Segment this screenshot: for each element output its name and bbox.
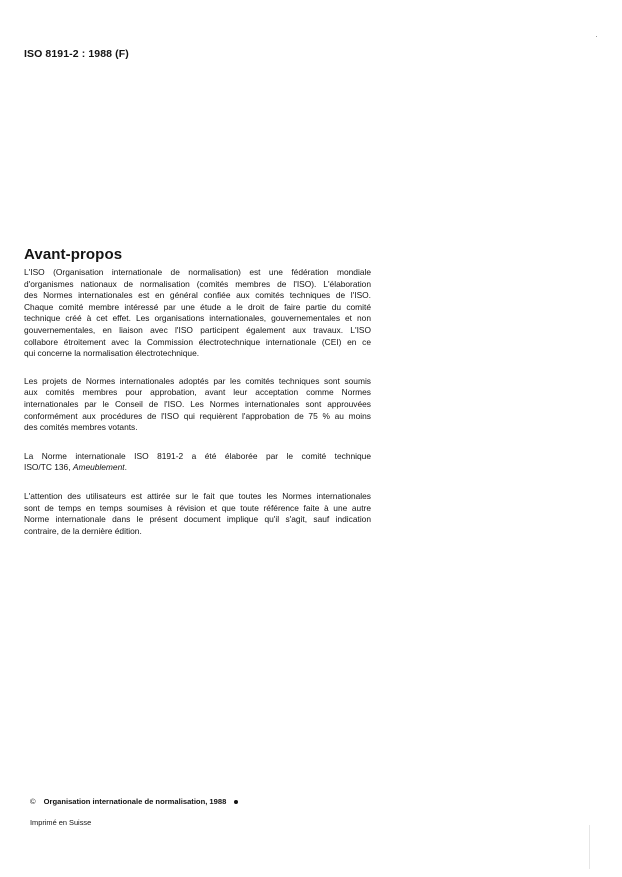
paragraph-approval-process [24, 376, 371, 434]
copyright-icon: © [30, 797, 36, 806]
text-line: contraire, de la dernière édition. [24, 525, 142, 536]
paragraph-iso-description [24, 267, 371, 360]
document-id: ISO 8191-2 : 1988 (F) [24, 48, 129, 60]
copyright-line [30, 797, 238, 806]
text-line: aux comités membres pour approbation, avant leur acceptation comme Normes [24, 387, 371, 398]
text-line: sont de temps en temps soumises à révision et que toute référence faite à une autre [24, 502, 371, 513]
printed-in: Imprimé en Suisse [30, 818, 92, 827]
committee-ref: ISO/TC 136, [24, 462, 73, 473]
copyright-text: Organisation internationale de normalisation, 1988 [43, 797, 227, 806]
text-line: L'ISO (Organisation internationale de normalisation) est une fédération mondiale [24, 267, 371, 277]
text-line: des Normes internationales est en général confiée aux comités techniques de l'ISO. [24, 290, 371, 301]
scan-speck [596, 36, 597, 37]
page-title: Avant-propos [24, 246, 123, 263]
bullet-dot-icon [234, 800, 238, 804]
text-line: internationales par le Conseil de l'ISO. Les Normes internationales sont approuvées [24, 398, 371, 409]
paragraph-committee [24, 451, 371, 474]
text-line: gouvernementales, en liaison avec l'ISO participent également aux travaux. L'ISO [24, 324, 371, 335]
text-line: Chaque comité membre intéressé par une étude a le droit de faire partie du comité [24, 301, 371, 312]
period: . [124, 462, 127, 473]
text-line: L'attention des utilisateurs est attirée sur le fait que toutes les Normes internationales [24, 490, 371, 501]
paragraph-revision-notice [24, 491, 371, 537]
foreword-body [24, 267, 371, 553]
scan-edge-mark [589, 825, 590, 869]
text-line [24, 462, 371, 474]
text-line: conformément aux procédures de l'ISO qui requièrent l'approbation de 75 % au moins [24, 410, 371, 421]
text-line: Les projets de Normes internationales adoptés par les comités techniques sont soumis [24, 375, 371, 386]
text-line: collabore étroitement avec la Commission électrotechnique internationale (CEI) en ce [24, 336, 371, 347]
committee-name: Ameublement [72, 462, 125, 473]
text-line: Norme internationale dans le présent document implique qu'il s'agit, sauf indication [24, 514, 371, 525]
text-line: La Norme internationale ISO 8191-2 a été élaborée par le comité technique [24, 450, 371, 461]
text-line: d'organismes nationaux de normalisation (comités membres de l'ISO). L'élaboration [24, 278, 371, 289]
text-line: qui concerne la normalisation électrotechnique. [24, 348, 200, 359]
text-line: technique créé à cet effet. Les organisations internationales, gouvernementales et non [24, 313, 371, 324]
text-line: des comités membres votants. [24, 422, 138, 433]
